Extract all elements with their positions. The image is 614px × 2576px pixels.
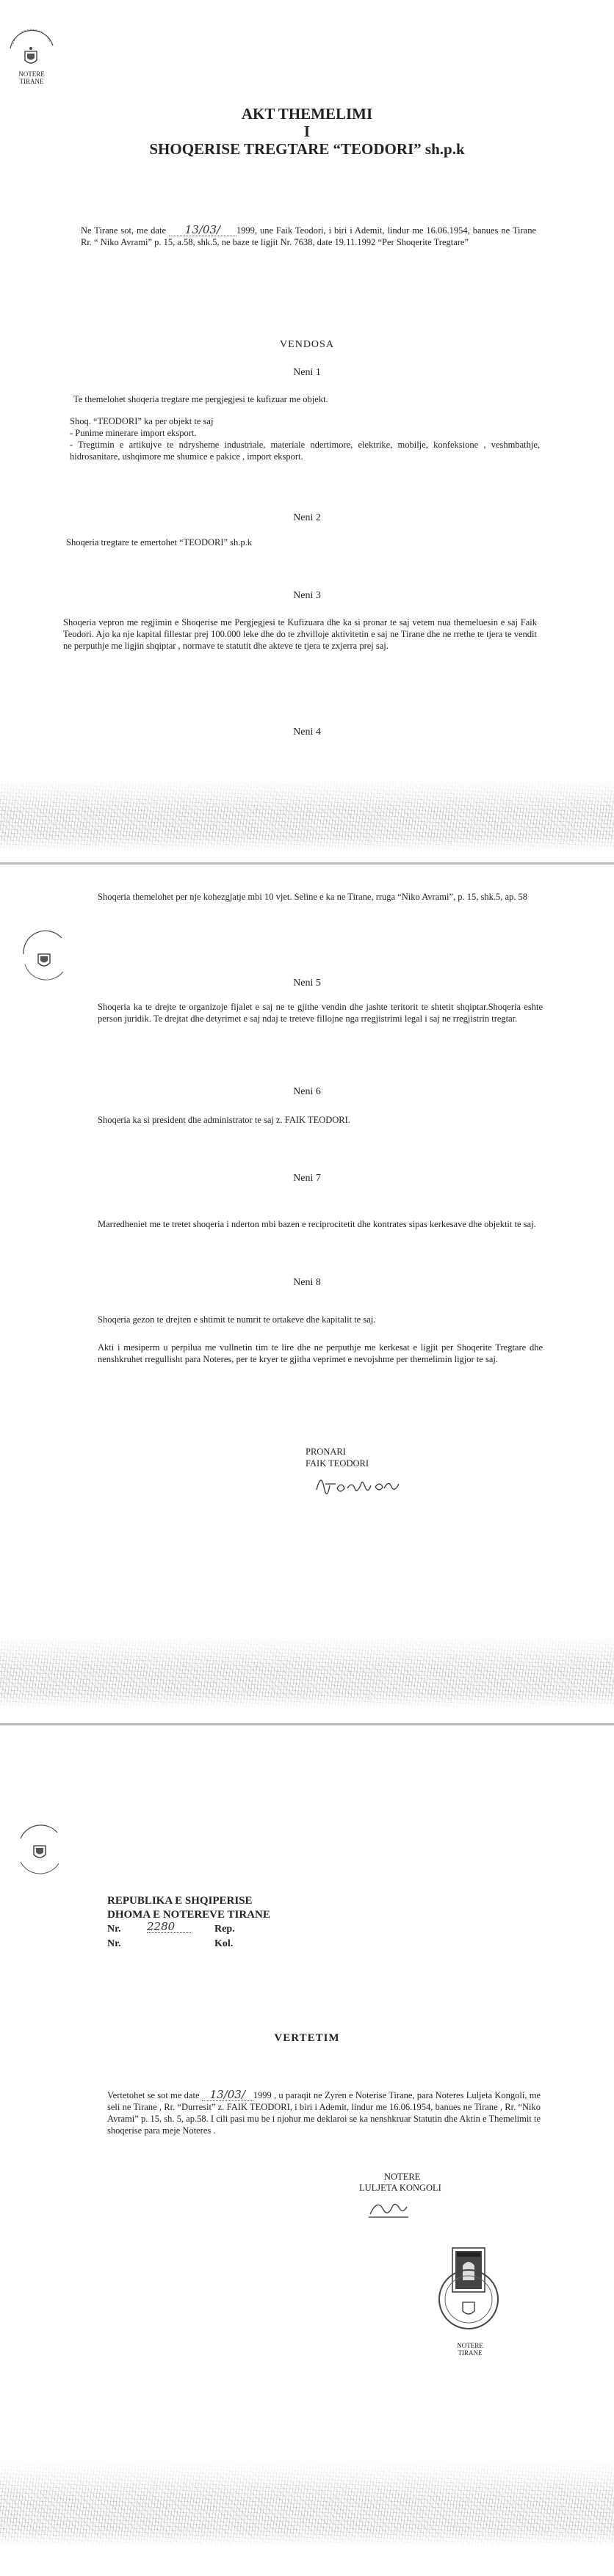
certification-after-date: 1999 , u paraqit ne Zyren e Noterise Tirane, para Noteres Luljeta Kongoli, me seli ne Tirane , Rr. “Durresit” z. FAIK TEODORI, i biri i Ademit, lindur me 16.06.1954, banues ne Tirane , Rr. “Niko Avrami” p. 15, sh. 5, ap.58. I cili pasi mu be i njohur me deklaroi se ka nenshkruar Statutin dhe Aktin e Themelimit te shoqerise para meje Noteres . xyxy=(107,2090,541,2136)
neni-5-text: Shoqeria ka te drejte te organizoje fijalet e saj ne te gjithe vendin dhe jashte teritorit te shtetit shqiptar.Shoqeria eshte person juridik. Te drejtat dhe detyrimet e saj ndaj te treteve fillojne nga rregjistrimi legal i saj ne rregjistrin tregtar. xyxy=(98,1002,543,1024)
intro-handwritten-date: 13/03/ xyxy=(169,224,236,236)
chamber-header: DHOMA E NOTEREVE TIRANE xyxy=(107,1909,270,1921)
notary-signature xyxy=(366,2192,417,2224)
scan-noise-band xyxy=(0,778,614,851)
doc-subtitle: SHOQERISE TREGTARE “TEODORI” sh.p.k xyxy=(149,140,465,158)
neni-1-heading: Neni 1 xyxy=(293,367,321,378)
neni-7-text: Marredheniet me te tretet shoqeria i nderton mbi bazen e reciprocitetit dhe kontrates sipas kerkesave dhe objektit te saj. xyxy=(98,1219,536,1229)
neni-8-heading: Neni 8 xyxy=(293,1277,321,1288)
neni-6-text: Shoqeria ka si president dhe administrator te saj z. FAIK TEODORI. xyxy=(98,1115,350,1125)
neni-3-heading: Neni 3 xyxy=(293,590,321,601)
neni-3-text: Shoqeria vepron me regjimin e Shoqerise me Pergjegjesi te Kufizuara dhe ka si pronar te saj vetem nua themeluesin e saj Faik Teodori. Ajo ka nje kapital fillestar prej 100.000 leke dhe do te zhvilloje aktivitetin e saj ne Tirane dhe ne rrethe te tjera te vendit ne perputhje me ligjin shqiptar , normave te statutit dhe akteve te tjera te zxjerra prej saj. xyxy=(63,617,537,651)
neni-6-heading: Neni 6 xyxy=(293,1086,321,1097)
signer-name: FAIK TEODORI xyxy=(306,1458,369,1469)
neni-7-heading: Neni 7 xyxy=(293,1173,321,1184)
kol-label: Kol. xyxy=(214,1938,234,1949)
intro-before-date: Ne Tirane sot, me date xyxy=(81,225,166,236)
neni-8-text: Shoqeria gezon te drejten e shtimit te numrit te ortakeve dhe kapitalit te saj. xyxy=(98,1314,376,1325)
scan-noise-band xyxy=(0,1635,614,1709)
owner-signature xyxy=(312,1468,408,1502)
notary-role: NOTERE xyxy=(384,2172,421,2182)
certification-handwritten-date: 13/03/ xyxy=(202,2089,253,2101)
signer-role: PRONARI xyxy=(306,1447,346,1457)
neni-2-text: Shoqeria tregtare te emertohet “TEODORI” sh.p.k xyxy=(66,537,253,547)
vendosa-heading: VENDOSA xyxy=(280,339,334,350)
page-3 xyxy=(0,1725,614,2576)
rep-label: Rep. xyxy=(214,1924,235,1935)
doc-title: AKT THEMELIMI xyxy=(241,105,373,123)
nr-label: Nr. xyxy=(107,1924,121,1935)
neni-4-text: Shoqeria themelohet per nje kohezgjatje mbi 10 vjet. Seline e ka ne Tirane, rruga “Niko Avrami”, p. 15, shk.5, ap. 58 xyxy=(98,892,528,902)
intro-after-date: 1999, une Faik Teodori, i biri i Ademit, lindur me 16.06.1954, banues ne Tirane Rr. “ Niko Avrami” p. 15, a.58, shk.5, ne baze te ligjit Nr. 7638, date 19.11.1992 “Per Shoqerite Tregtare” xyxy=(81,225,536,247)
republic-header: REPUBLIKA E SHQIPERISE xyxy=(107,1895,253,1907)
vertetim-heading: VERTETIM xyxy=(274,2032,340,2044)
certification-before-date: Vertetohet se sot me date xyxy=(107,2090,200,2100)
intro-paragraph xyxy=(81,224,536,248)
neni-4-heading: Neni 4 xyxy=(293,727,321,738)
nr-value: 2280 xyxy=(147,1921,191,1933)
stamp-label: NOTERE TIRANE xyxy=(18,70,45,85)
revenue-stamp-icon xyxy=(430,2244,510,2346)
scan-noise-band xyxy=(0,2459,614,2547)
neni-2-heading: Neni 2 xyxy=(293,512,321,523)
neni-1-item: - Tregtimin e artikujve te ndrysheme industriale, materiale ndertimore, elektrike, mobilje, konfeksione , veshmbathje, hidrosanitare, ushqimore me shumice e pakice , import eksport. xyxy=(70,440,540,462)
revenue-stamp-label: NOTERE TIRANE xyxy=(457,2342,483,2357)
neni-1-item: - Punime minerare import eksport. xyxy=(70,428,197,438)
neni-5-heading: Neni 5 xyxy=(293,978,321,989)
page-1 xyxy=(0,0,614,862)
doc-title-connector: I xyxy=(303,123,311,140)
page-2 xyxy=(0,865,614,1723)
nr-label-2: Nr. xyxy=(107,1938,121,1949)
notary-name: LULJETA KONGOLI xyxy=(359,2183,441,2193)
closing-text: Akti i mesiperm u perpilua me vullnetin tim te lire dhe ne perputhje me kerkesat e ligjit per Shoqerite Tregtare dhe nenshkruhet rregullisht para Noteres, per te kryer te gjitha veprimet e nevojshme per themelimin ligjor te saj. xyxy=(98,1342,543,1364)
notary-stamp-icon xyxy=(13,1821,68,1882)
neni-1-text: Te themelohet shoqeria tregtare me pergjegjesi te kufizuar me objekt. xyxy=(73,394,328,404)
certification-paragraph xyxy=(107,2089,541,2136)
neni-1-object: Shoq. “TEODORI” ka per objekt te saj xyxy=(70,416,214,426)
